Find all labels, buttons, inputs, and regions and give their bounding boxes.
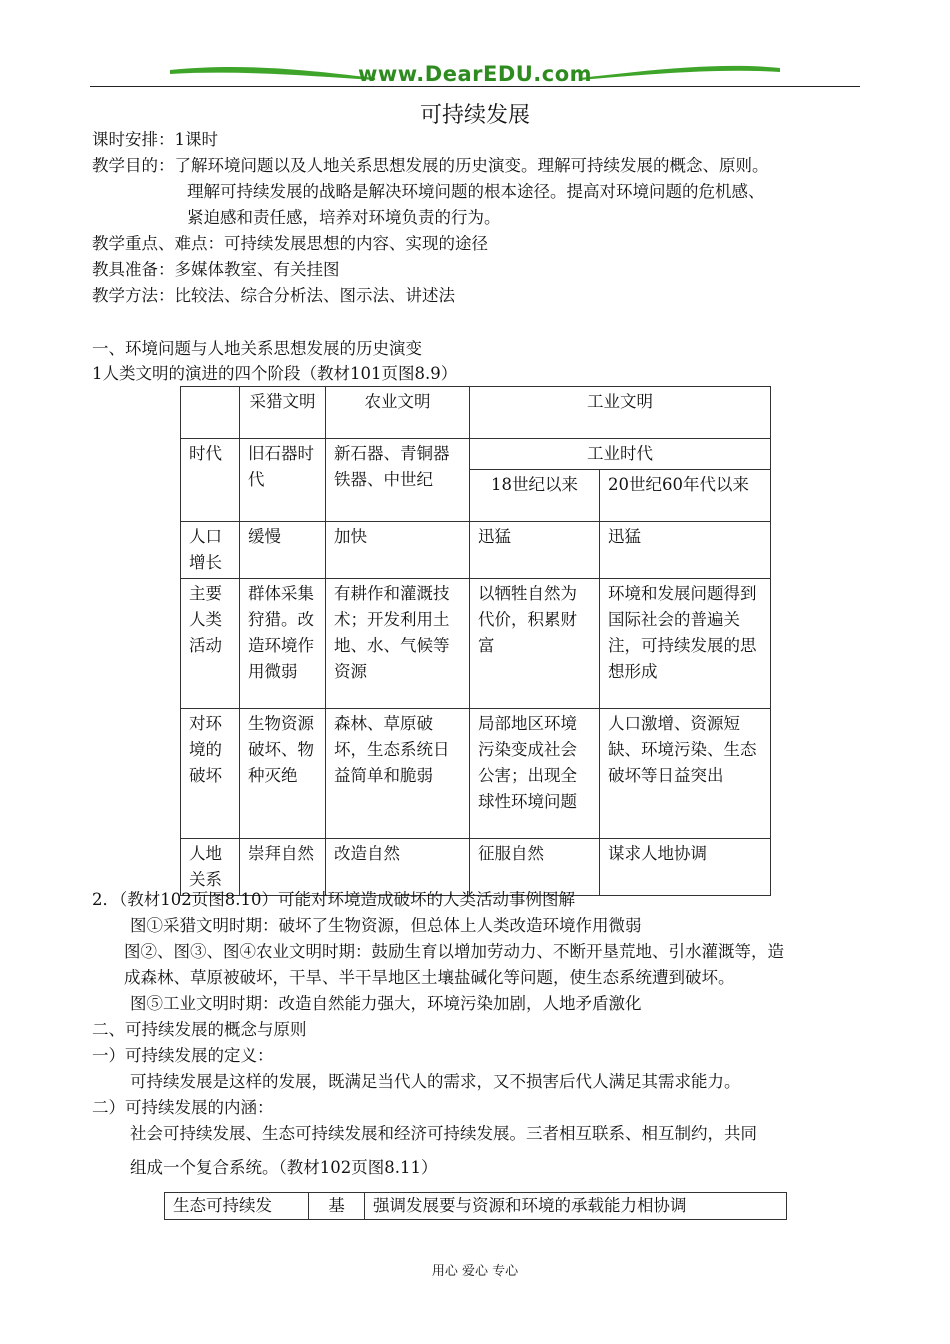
schedule-line: 课时安排：1课时 (92, 130, 218, 149)
site-name: www.DearEDU.com (357, 62, 593, 86)
subsection-1-heading: 1人类文明的演进的四个阶段（教材101页图8.9） (92, 364, 458, 383)
table-row (181, 579, 771, 709)
table-cell: 18世纪以来 (470, 470, 600, 522)
table-row (181, 709, 771, 839)
table-cell: 新石器、青铜器铁器、中世纪 (326, 439, 470, 522)
table-cell: 人地关系 (181, 839, 240, 896)
figure-1-note: 图①采猎文明时期：破坏了生物资源，但总体上人类改造环境作用微弱 (130, 916, 642, 935)
table-cell: 人口增长 (181, 522, 240, 579)
table-cell: 迅猛 (600, 522, 771, 579)
table-cell: 崇拜自然 (240, 839, 326, 896)
goal-line-2: 理解可持续发展的战略是解决环境问题的根本途径。提高对环境问题的危机感、 (187, 182, 765, 201)
table-cell: 工业文明 (470, 387, 771, 439)
connotation-text-b: 组成一个复合系统。（教材102页图8.11） (130, 1158, 438, 1177)
table-cell: 采猎文明 (240, 387, 326, 439)
table-cell: 生物资源破坏、物种灭绝 (240, 709, 326, 839)
focus-line: 教学重点、难点：可持续发展思想的内容、实现的途径 (92, 234, 488, 253)
section-2-heading: 二、可持续发展的概念与原则 (92, 1020, 307, 1039)
subsection-2-heading: 2．（教材102页图8.10）可能对环境造成破坏的人类活动事例图解 (92, 890, 575, 909)
table-cell: 旧石器时代 (240, 439, 326, 522)
sustainability-table (164, 1192, 787, 1220)
methods-line: 教学方法：比较法、综合分析法、图示法、讲述法 (92, 286, 455, 305)
table-cell: 环境和发展问题得到国际社会的普遍关注，可持续发展的思想形成 (600, 579, 771, 709)
table-cell: 人口激增、资源短缺、环境污染、生态破坏等日益突出 (600, 709, 771, 839)
figure-2-4-note-b: 成森林、草原被破坏，干旱、半干旱地区土壤盐碱化等问题，使生态系统遭到破坏。 (124, 968, 735, 987)
table-cell: 谋求人地协调 (600, 839, 771, 896)
tools-line: 教具准备：多媒体教室、有关挂图 (92, 260, 340, 279)
figure-5-note: 图⑤工业文明时期：改造自然能力强大，环境污染加剧，人地矛盾激化 (130, 994, 642, 1013)
table-cell: 以牺牲自然为代价，积累财富 (470, 579, 600, 709)
table-row (181, 387, 771, 439)
table-cell: 时代 (181, 439, 240, 522)
table-cell: 有耕作和灌溉技术；开发利用土地、水、气候等资源 (326, 579, 470, 709)
table-cell: 工业时代 (470, 439, 771, 470)
civilization-stages-table (180, 386, 771, 896)
connotation-heading: 二）可持续发展的内涵： (92, 1098, 274, 1117)
table-cell: 强调发展要与资源和环境的承载能力相协调 (365, 1193, 787, 1220)
table-cell: 加快 (326, 522, 470, 579)
header-rule (90, 86, 860, 87)
table-cell (181, 387, 240, 439)
definition-text: 可持续发展是这样的发展，既满足当代人的需求，又不损害后代人满足其需求能力。 (130, 1072, 741, 1091)
table-cell: 20世纪60年代以来 (600, 470, 771, 522)
table-cell: 基 (309, 1193, 365, 1220)
table-cell: 对环境的破坏 (181, 709, 240, 839)
table-cell: 群体采集狩猎。改造环境作用微弱 (240, 579, 326, 709)
goal-line-3: 紧迫感和责任感，培养对环境负责的行为。 (187, 208, 501, 227)
page-footer: 用心 爱心 专心 (431, 1264, 519, 1279)
table-cell: 主要人类活动 (181, 579, 240, 709)
page-title: 可持续发展 (419, 103, 530, 128)
table-row (165, 1193, 787, 1220)
table-cell: 征服自然 (470, 839, 600, 896)
table-cell: 生态可持续发 (165, 1193, 309, 1220)
table-cell: 迅猛 (470, 522, 600, 579)
figure-2-4-note-a: 图②、图③、图④农业文明时期：鼓励生育以增加劳动力、不断开垦荒地、引水灌溉等，造 (124, 942, 784, 961)
table-row (181, 439, 771, 470)
definition-heading: 一）可持续发展的定义： (92, 1046, 274, 1065)
table-cell: 局部地区环境污染变成社会公害；出现全球性环境问题 (470, 709, 600, 839)
connotation-text-a: 社会可持续发展、生态可持续发展和经济可持续发展。三者相互联系、相互制约，共同 (130, 1124, 757, 1143)
table-cell: 农业文明 (326, 387, 470, 439)
table-cell: 缓慢 (240, 522, 326, 579)
table-row (181, 522, 771, 579)
table-cell: 改造自然 (326, 839, 470, 896)
goal-line-1: 教学目的：了解环境问题以及人地关系思想发展的历史演变。理解可持续发展的概念、原则。 (92, 156, 769, 175)
section-1-heading: 一、环境问题与人地关系思想发展的历史演变 (92, 339, 422, 358)
table-cell: 森林、草原破坏，生态系统日益简单和脆弱 (326, 709, 470, 839)
